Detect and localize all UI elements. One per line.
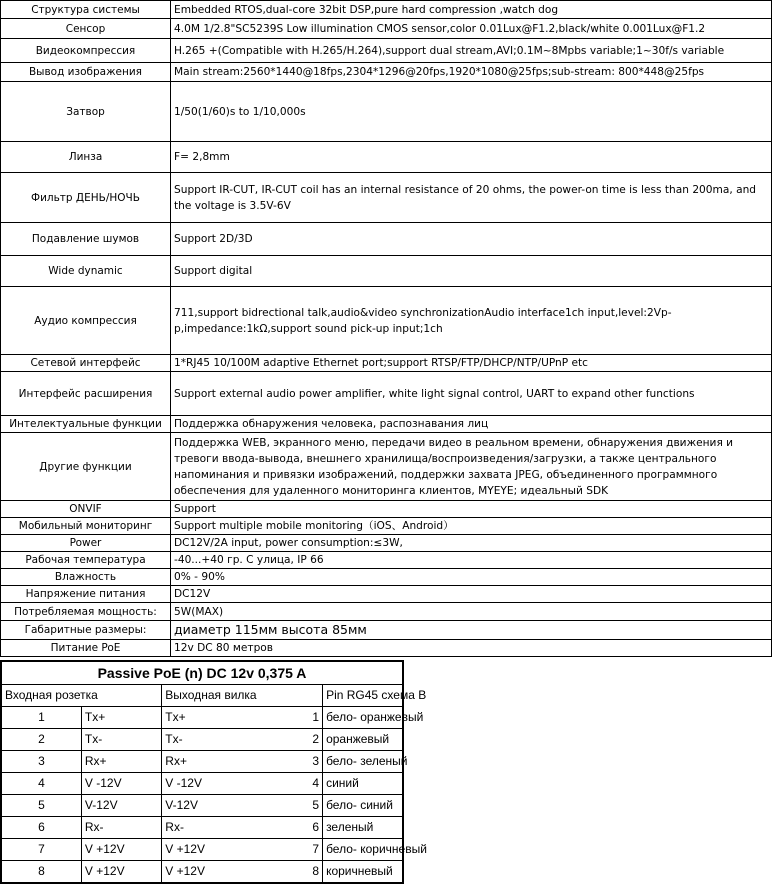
spec-value: Embedded RTOS,dual-core 32bit DSP,pure hard compression ,watch dog: [171, 1, 772, 19]
wire-color: бело- зеленый: [323, 751, 403, 773]
pin-number: 6: [1, 817, 81, 839]
spec-value: Main stream:2560*1440@18fps,2304*1296@20fps,1920*1080@25fps;sub-stream: 800*448@25fps: [171, 63, 772, 82]
spec-key: Потребляемая мощность:: [1, 603, 171, 621]
output-signal: V -12V: [162, 773, 242, 795]
input-signal: V +12V: [81, 839, 161, 861]
output-signal: Rx-: [162, 817, 242, 839]
input-signal: Rx+: [81, 751, 161, 773]
pin-number: 5: [1, 795, 81, 817]
spec-row: [1, 142, 772, 173]
spec-row: [1, 603, 772, 621]
header-input-socket: Входная розетка: [1, 685, 162, 707]
spec-value: Support digital: [171, 256, 772, 287]
spec-key: Влажность: [1, 569, 171, 586]
spec-value: 1/50(1/60)s to 1/10,000s: [171, 82, 772, 142]
spec-key: Другие функции: [1, 433, 171, 501]
spec-value: Support: [171, 501, 772, 518]
spec-value: 5W(MAX): [171, 603, 772, 621]
spec-row: [1, 39, 772, 63]
pinout-header-row: [1, 685, 403, 707]
spec-key: Мобильный мониторинг: [1, 518, 171, 535]
spec-value: F= 2,8mm: [171, 142, 772, 173]
input-signal: Tx-: [81, 729, 161, 751]
spec-key: ONVIF: [1, 501, 171, 518]
spec-row: [1, 19, 772, 39]
spec-row: [1, 569, 772, 586]
output-signal: V-12V: [162, 795, 242, 817]
spec-row: [1, 640, 772, 657]
pinout-row: [1, 817, 403, 839]
spec-key: Вывод изображения: [1, 63, 171, 82]
spec-row: [1, 1, 772, 19]
spec-row: [1, 552, 772, 569]
pin-number: 8: [1, 861, 81, 884]
spec-value: 0% - 90%: [171, 569, 772, 586]
spec-row: [1, 535, 772, 552]
spec-value: Support 2D/3D: [171, 223, 772, 256]
input-signal: V-12V: [81, 795, 161, 817]
spec-value: Поддержка WEB, экранного меню, передачи видео в реальном времени, обнаружения движения и тревоги ввода-вывода, внешнего хранилища/воспроизведения/загрузки, а также центрального напоминания и привязки изображений, поддержки захвата JPEG, объединенного программного обеспечения для удаленного мониторинга клиентов, MYEYE; идеальный SDK: [171, 433, 772, 501]
spec-key: Фильтр ДЕНЬ/НОЧЬ: [1, 173, 171, 223]
spec-row: [1, 586, 772, 603]
pinout-title: Passive PoE (n) DC 12v 0,375 A: [1, 661, 403, 685]
spec-row: [1, 518, 772, 535]
rj45-pin: 7: [242, 839, 322, 861]
rj45-pin: 1: [242, 707, 322, 729]
spec-value: 4.0M 1/2.8"SC5239S Low illumination CMOS sensor,color 0.01Lux@F1.2,black/white 0.001Lux@F1.2: [171, 19, 772, 39]
spec-key: Интерфейс расширения: [1, 372, 171, 416]
output-signal: V +12V: [162, 861, 242, 884]
spec-value: Support IR-CUT, IR-CUT coil has an internal resistance of 20 ohms, the power-on time is less than 200ma, and the voltage is 3.5V-6V: [171, 173, 772, 223]
pinout-row: [1, 729, 403, 751]
input-signal: V -12V: [81, 773, 161, 795]
spec-key: Видеокомпрессия: [1, 39, 171, 63]
input-signal: Tx+: [81, 707, 161, 729]
spec-row: [1, 173, 772, 223]
spec-row: [1, 355, 772, 372]
pinout-row: [1, 773, 403, 795]
spec-value: 711,support bidrectional talk,audio&video synchronizationAudio interface1ch input,level:2Vp-p,impedance:1kΩ,support sound pick-up input;1ch: [171, 287, 772, 355]
pin-number: 4: [1, 773, 81, 795]
pin-number: 1: [1, 707, 81, 729]
poe-pinout-table: [0, 660, 427, 884]
spec-key: Линза: [1, 142, 171, 173]
output-signal: Rx+: [162, 751, 242, 773]
pin-number: 2: [1, 729, 81, 751]
output-signal: Tx-: [162, 729, 242, 751]
spec-key: Аудио компрессия: [1, 287, 171, 355]
spec-key: Wide dynamic: [1, 256, 171, 287]
pinout-row: [1, 707, 403, 729]
spec-key: Сенсор: [1, 19, 171, 39]
spec-key: Напряжение питания: [1, 586, 171, 603]
wire-color: бело- коричневый: [323, 839, 403, 861]
wire-color: зеленый: [323, 817, 403, 839]
spec-key: Габаритные размеры:: [1, 621, 171, 640]
spec-value: DC12V/2A input, power consumption:≤3W,: [171, 535, 772, 552]
spec-key: Рабочая температура: [1, 552, 171, 569]
spec-value: Поддержка обнаружения человека, распознавания лиц: [171, 416, 772, 433]
spec-key: Power: [1, 535, 171, 552]
spec-row: [1, 223, 772, 256]
spec-value: H.265 +(Compatible with H.265/H.264),support dual stream,AVI;0.1M~8Mpbs variable;1~30f/s variable: [171, 39, 772, 63]
rj45-pin: 2: [242, 729, 322, 751]
spec-key: Питание PoE: [1, 640, 171, 657]
spec-key: Подавление шумов: [1, 223, 171, 256]
input-signal: V +12V: [81, 861, 161, 884]
pinout-row: [1, 839, 403, 861]
pinout-title-row: [1, 661, 403, 685]
spec-row: [1, 256, 772, 287]
spec-value: -40...+40 гр. С улица, IP 66: [171, 552, 772, 569]
spec-value: 1*RJ45 10/100M adaptive Ethernet port;support RTSP/FTP/DHCP/NTP/UPnP etc: [171, 355, 772, 372]
spec-row: [1, 372, 772, 416]
spec-key: Сетевой интерфейс: [1, 355, 171, 372]
rj45-pin: 4: [242, 773, 322, 795]
spec-row: [1, 416, 772, 433]
spec-row: [1, 82, 772, 142]
rj45-pin: 6: [242, 817, 322, 839]
pin-number: 3: [1, 751, 81, 773]
spec-value: диаметр 115мм высота 85мм: [171, 621, 772, 640]
spec-value: 12v DC 80 метров: [171, 640, 772, 657]
spec-row: [1, 63, 772, 82]
rj45-pin: 3: [242, 751, 322, 773]
header-pin-scheme: Pin RG45 схема B: [323, 685, 403, 707]
rj45-pin: 5: [242, 795, 322, 817]
output-signal: Tx+: [162, 707, 242, 729]
rj45-pin: 8: [242, 861, 322, 884]
spec-row: [1, 433, 772, 501]
spec-key: Интелектуальные функции: [1, 416, 171, 433]
pin-number: 7: [1, 839, 81, 861]
input-signal: Rx-: [81, 817, 161, 839]
wire-color: синий: [323, 773, 403, 795]
spec-value: Support multiple mobile monitoring（iOS、Android）: [171, 518, 772, 535]
wire-color: оранжевый: [323, 729, 403, 751]
wire-color: коричневый: [323, 861, 403, 884]
spec-key: Затвор: [1, 82, 171, 142]
wire-color: бело- оранжевый: [323, 707, 403, 729]
wire-color: бело- синий: [323, 795, 403, 817]
spec-row: [1, 621, 772, 640]
spec-row: [1, 287, 772, 355]
spec-key: Структура системы: [1, 1, 171, 19]
pinout-row: [1, 861, 403, 884]
spec-value: Support external audio power amplifier, white light signal control, UART to expand other functions: [171, 372, 772, 416]
spec-value: DC12V: [171, 586, 772, 603]
header-output-plug: Выходная вилка: [162, 685, 323, 707]
pinout-row: [1, 795, 403, 817]
spec-row: [1, 501, 772, 518]
pinout-row: [1, 751, 403, 773]
output-signal: V +12V: [162, 839, 242, 861]
